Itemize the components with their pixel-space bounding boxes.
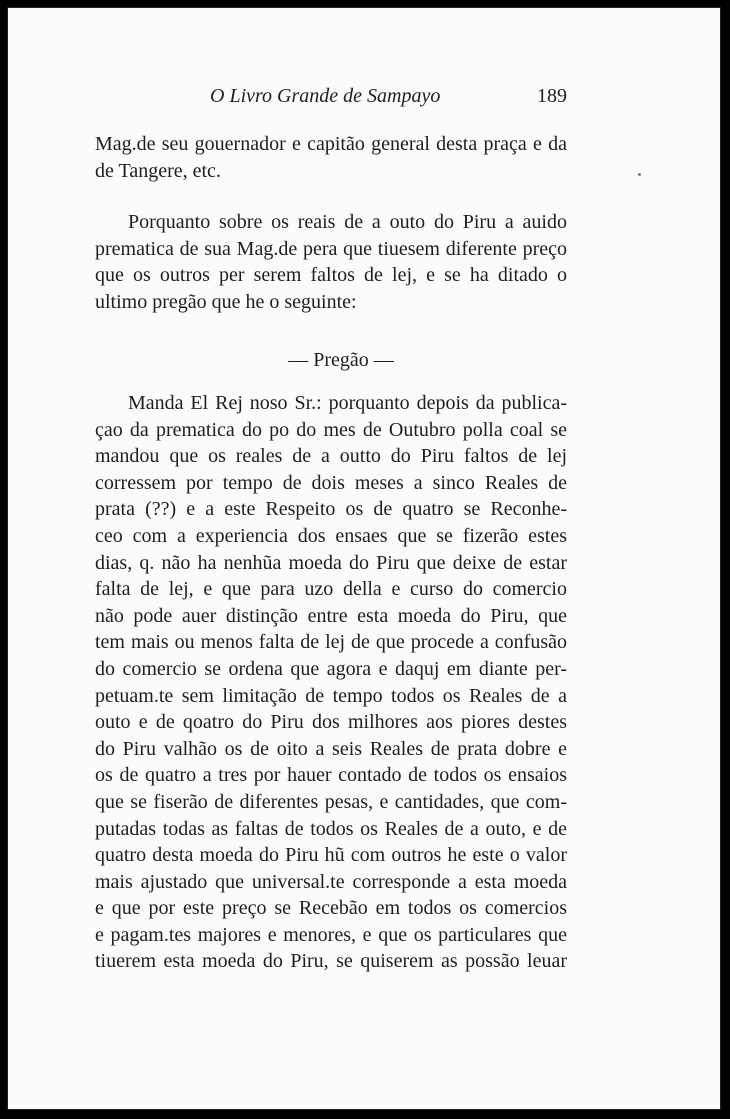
book-page (7, 7, 721, 1110)
text-line: que os outros per serem faltos de lej, e se ha ditado o (95, 264, 567, 287)
text-line: que se fiserão de diferentes pesas, e cantidades, que com- (95, 790, 567, 813)
text-line: os de quatro a tres por hauer contado de todos os ensaios (95, 764, 567, 787)
text-line: falta de lej, e que para uzo della e curso do comercio (95, 578, 567, 601)
paragraph-3 (95, 390, 567, 975)
text-line: e pagam.tes majores e menores, e que os particulares que (95, 923, 567, 946)
text-line: de Tangere, etc. (95, 159, 221, 182)
text-line: outo e de qoatro do Piru dos milhores aos piores destes (95, 711, 567, 734)
text-line: do comercio se ordena que agora e daquj em diante per- (95, 657, 567, 680)
text-line: e que por este preço se Recebão em todos os comercios (95, 897, 567, 920)
text-line: çao da prematica do po do mes de Outubro polla coal se (95, 418, 567, 441)
text-line: prata (??) e a este Respeito os de quatro se Reconhe- (95, 498, 567, 521)
page-number: 189 (537, 85, 567, 107)
text-line: ultimo pregão que he o seguinte: (95, 290, 357, 313)
section-heading: — Pregão — (288, 349, 394, 371)
running-title: O Livro Grande de Sampayo (210, 85, 441, 107)
text-line: Mag.de seu gouernador e capitão general desta praça e da (95, 133, 567, 155)
text-line: quatro desta moeda do Piru hũ com outros he este o valor (95, 844, 567, 867)
paragraph-2 (95, 209, 567, 315)
text-line: putadas todas as faltas de todos os Reales de a outo, e de (95, 817, 567, 840)
text-line: tem mais ou menos falta de lej de que procede a confusão (95, 631, 567, 654)
text-line: Porquanto sobre os reais de a outo do Piru a auido (128, 211, 567, 233)
text-line: mais ajustado que universal.te corresponde a esta moeda (95, 870, 567, 893)
running-header (95, 83, 567, 113)
paragraph-1 (95, 131, 567, 184)
text-line: não pode auer distinção entre esta moeda do Piru, que (95, 604, 567, 627)
text-line: mandou que os reales de a outto do Piru faltos de lej (95, 445, 567, 468)
text-line: petuam.te sem limitação de tempo todos os Reales de a (95, 684, 567, 707)
text-line: do Piru valhão os de oito a seis Reales de prata dobre e (95, 737, 567, 760)
text-line: prematica de sua Mag.de pera que tiuesem diferente preço (95, 237, 567, 260)
text-line: tiuerem esta moeda do Piru, se quiserem as possão leuar (95, 950, 567, 973)
scan-fleck (638, 173, 641, 176)
text-line: Manda El Rej noso Sr.: porquanto depois da publica- (128, 392, 567, 414)
text-line: dias, q. não ha nenhũa moeda do Piru que deixe de estar (95, 551, 567, 574)
text-line: ceo com a experiencia dos ensaes que se fizerão estes (95, 524, 567, 547)
text-line: corressem por tempo de dois meses a sinco Reales de (95, 471, 567, 494)
